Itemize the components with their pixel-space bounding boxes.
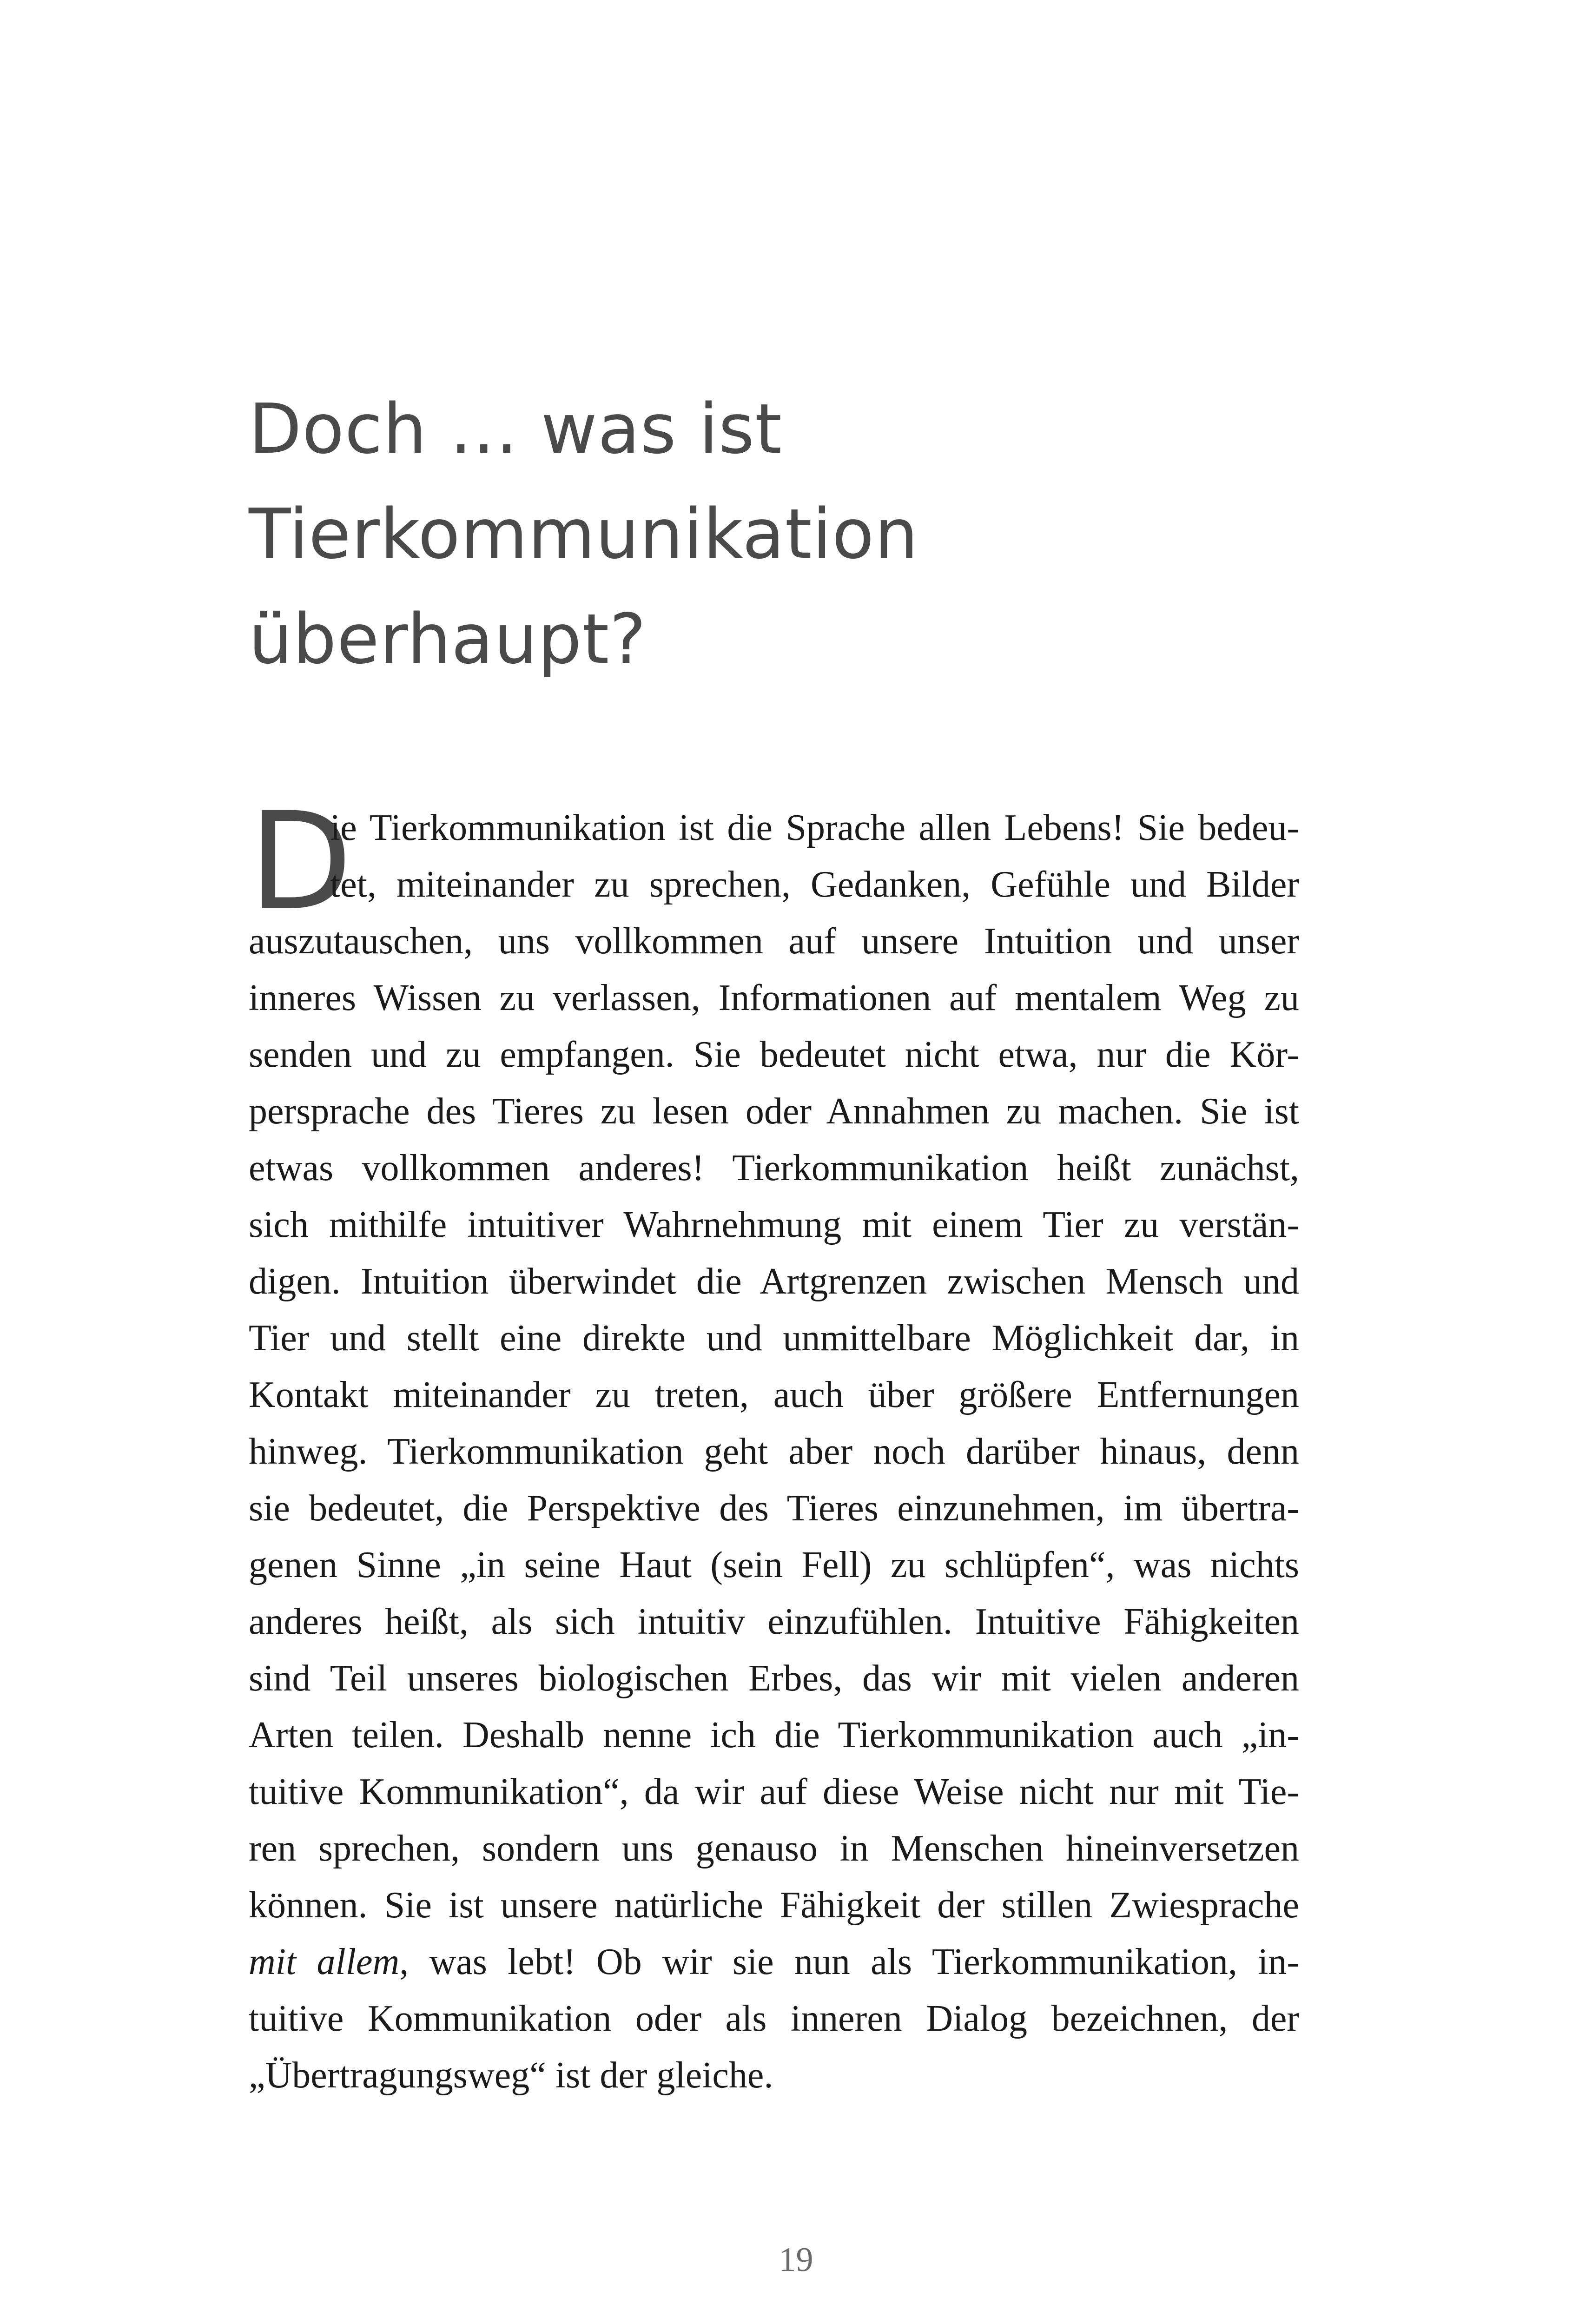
- paragraph-line: sich mithilfe intuitiver Wahrnehmung mit einem Tier zu verstän-: [249, 1204, 1299, 1245]
- paragraph-line: digen. Intuition überwindet die Artgrenzen zwischen Mensch und: [249, 1261, 1299, 1302]
- line-text: , was lebt! Ob wir sie nun als Tierkommunikation, in-: [399, 1941, 1299, 1982]
- paragraph-line: senden und zu empfangen. Sie bedeutet nicht etwa, nur die Kör-: [249, 1034, 1299, 1075]
- paragraph-line: tuitive Kommunikation“, da wir auf diese Weise nicht nur mit Tie-: [249, 1771, 1299, 1812]
- drop-cap: D: [249, 784, 353, 940]
- italic-phrase: mit allem: [249, 1941, 400, 1982]
- paragraph-line: Arten teilen. Deshalb nenne ich die Tierkommunikation auch „in-: [249, 1715, 1299, 1756]
- heading-line: Tierkommunikation: [249, 494, 919, 574]
- paragraph-line: anderes heißt, als sich intuitiv einzufühlen. Intuitive Fähigkeiten: [249, 1601, 1299, 1642]
- paragraph-line: hinweg. Tierkommunikation geht aber noch darüber hinaus, denn: [249, 1431, 1299, 1472]
- heading-line: überhaupt?: [249, 599, 647, 679]
- page-number: 19: [779, 2241, 813, 2279]
- paragraph-line: sie bedeutet, die Perspektive des Tieres einzunehmen, im übertra-: [249, 1488, 1299, 1529]
- body-paragraph: [249, 784, 1299, 2104]
- paragraph-line: etwas vollkommen anderes! Tierkommunikation heißt zunächst,: [249, 1148, 1299, 1188]
- paragraph-line: auszutauschen, uns vollkommen auf unsere Intuition und unser: [249, 921, 1299, 962]
- paragraph-line: ren sprechen, sondern uns genauso in Menschen hineinversetzen: [249, 1828, 1299, 1869]
- paragraph-line: persprache des Tieres zu lesen oder Annahmen zu machen. Sie ist: [249, 1091, 1299, 1132]
- paragraph-line: inneres Wissen zu verlassen, Informationen auf mentalem Weg zu: [249, 977, 1299, 1018]
- paragraph-line: Kontakt miteinander zu treten, auch über größere Entfernungen: [249, 1374, 1299, 1415]
- paragraph-line: tet, miteinander zu sprechen, Gedanken, Gefühle und Bilder: [330, 864, 1299, 905]
- paragraph-line: genen Sinne „in seine Haut (sein Fell) zu schlüpfen“, was nichts: [249, 1545, 1299, 1585]
- paragraph-line: [249, 1934, 1299, 1990]
- paragraph-line: Tier und stellt eine direkte und unmittelbare Möglichkeit dar, in: [249, 1318, 1299, 1359]
- paragraph-line: ie Tierkommunikation ist die Sprache allen Lebens! Sie bedeu-: [330, 807, 1299, 848]
- paragraph-line: tuitive Kommunikation oder als inneren Dialog bezeichnen, der: [249, 1998, 1299, 2039]
- paragraph-line: können. Sie ist unsere natürliche Fähigkeit der stillen Zwiesprache: [249, 1885, 1299, 1926]
- paragraph-line: „Übertragungsweg“ ist der gleiche.: [249, 2055, 773, 2096]
- chapter-heading: [249, 376, 1318, 692]
- paragraph-line: sind Teil unseres biologischen Erbes, das wir mit vielen anderen: [249, 1658, 1299, 1699]
- heading-line: Doch … was ist: [249, 389, 782, 469]
